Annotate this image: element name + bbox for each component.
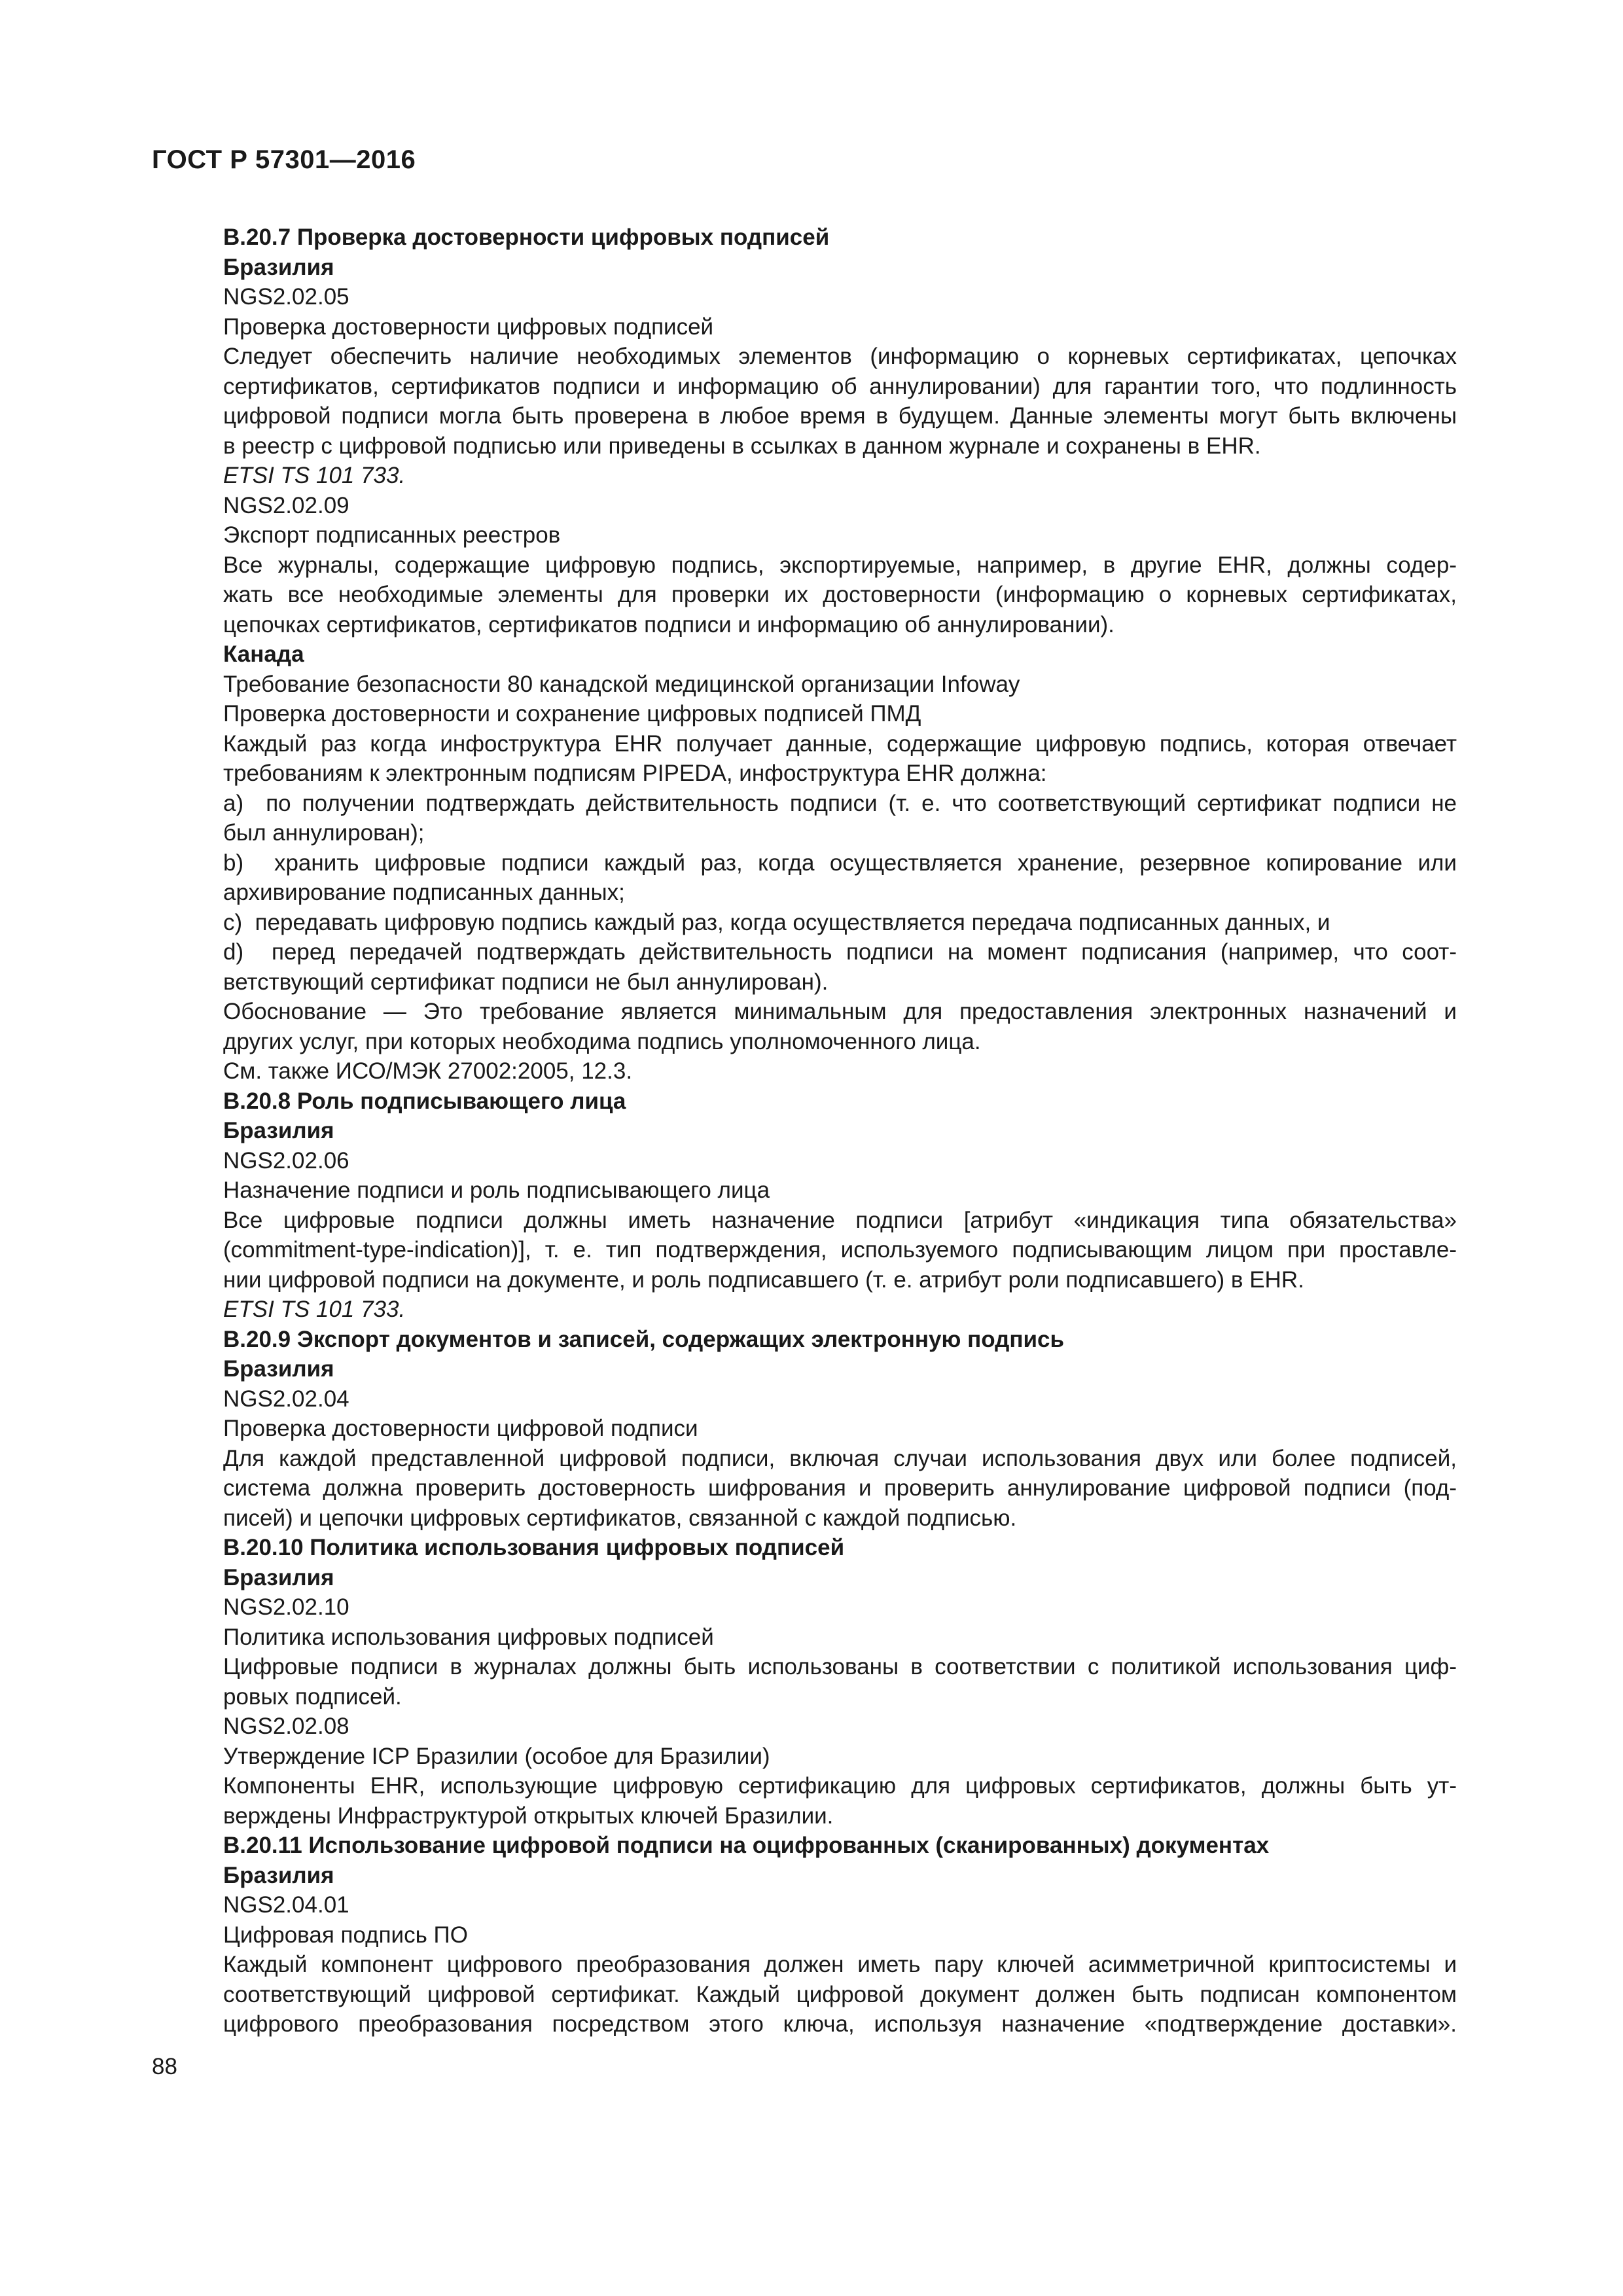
text-line: Каждый компонент цифрового преобразования должен иметь пару ключей асимметричной криптосистемы и [223, 1952, 1457, 1977]
text-line: архивирование подписанных данных; [223, 880, 625, 905]
heading-line: B.20.9 Экспорт документов и записей, содержащих электронную подпись [223, 1326, 1064, 1352]
heading-line: B.20.8 Роль подписывающего лица [223, 1088, 626, 1114]
text-line: NGS2.02.08 [223, 1713, 349, 1739]
heading-line: Бразилия [223, 1356, 334, 1382]
text-line: ветствующий сертификат подписи не был аннулирован). [223, 969, 829, 995]
page-number: 88 [152, 2054, 177, 2079]
text-line: цифрового преобразования посредством этого ключа, используя назначение «подтверждение доставки». [223, 2011, 1457, 2037]
text-line: Каждый раз когда инфоструктура EHR получает данные, содержащие цифровую подпись, которая отвечает [223, 730, 1457, 757]
reference-line: ETSI TS 101 733. [223, 1297, 406, 1322]
text-line: NGS2.02.10 [223, 1594, 349, 1620]
text-line: был аннулирован); [223, 820, 425, 846]
text-line: a) по получении подтверждать действительность подписи (т. е. что соответствующий сертификат подписи не [223, 790, 1457, 816]
text-line: требованиям к электронным подписям PIPEDA, инфоструктура EHR должна: [223, 761, 1047, 786]
reference-line: ETSI TS 101 733. [223, 463, 406, 488]
text-line: верждены Инфраструктурой открытых ключей Бразилии. [223, 1803, 834, 1829]
text-line: Проверка достоверности и сохранение цифровых подписей ПМД [223, 701, 921, 726]
text-line: нии цифровой подписи на документе, и роль подписавшего (т. е. атрибут роли подписавшего) в EHR. [223, 1266, 1304, 1293]
text-line: NGS2.02.09 [223, 492, 349, 518]
text-line: Все цифровые подписи должны иметь назначение подписи [атрибут «индикация типа обязательства» [223, 1207, 1457, 1233]
text-line: NGS2.04.01 [223, 1892, 349, 1918]
heading-line: Бразилия [223, 1118, 334, 1143]
text-line: Назначение подписи и роль подписывающего лица [223, 1177, 770, 1203]
heading-line: B.20.10 Политика использования цифровых подписей [223, 1535, 845, 1560]
text-line: сертификатов, сертификатов подписи и информацию об аннулировании) для гарантии того, что подлинность [223, 373, 1457, 399]
text-line: d) перед передачей подтверждать действительность подписи на момент подписания (например, что соот- [223, 939, 1457, 965]
text-line: Обоснование — Это требование является минимальным для предоставления электронных назначений и [223, 999, 1457, 1024]
document-header: ГОСТ Р 57301—2016 [152, 145, 416, 174]
text-line: Для каждой представленной цифровой подписи, включая случаи использования двух или более подписей, [223, 1445, 1457, 1471]
text-line: См. также ИСО/МЭК 27002:2005, 12.3. [223, 1058, 633, 1084]
text-line: Все журналы, содержащие цифровую подпись, экспортируемые, например, в другие EHR, должны содер- [223, 552, 1457, 578]
text-line: Экспорт подписанных реестров [223, 522, 561, 548]
text-line: (commitment-type-indication)], т. е. тип подтверждения, используемого подписывающим лицом при проставле- [223, 1237, 1457, 1263]
text-line: Политика использования цифровых подписей [223, 1624, 714, 1650]
text-line: Требование безопасности 80 канадской медицинской организации Infoway [223, 671, 1020, 697]
text-line: других услуг, при которых необходима подпись уполномоченного лица. [223, 1028, 981, 1054]
text-line: цифровой подписи могла быть проверена в любое время в будущем. Данные элементы могут быть включены [223, 403, 1457, 429]
heading-line: Бразилия [223, 1564, 334, 1590]
text-line: система должна проверить достоверность шифрования и проверить аннулирование цифровой подписи (под- [223, 1475, 1457, 1501]
text-line: Компоненты EHR, использующие цифровую сертификацию для цифровых сертификатов, должны быть ут- [223, 1773, 1457, 1799]
heading-line: Бразилия [223, 1862, 334, 1888]
text-line: цепочках сертификатов, сертификатов подписи и информацию об аннулировании). [223, 611, 1115, 637]
text-line: c) передавать цифровую подпись каждый раз, когда осуществляется передача подписанных данных, и [223, 909, 1330, 935]
text-line: ровых подписей. [223, 1683, 402, 1710]
text-line: NGS2.02.04 [223, 1386, 349, 1412]
text-line: Проверка достоверности цифровой подписи [223, 1416, 698, 1441]
text-line: жать все необходимые элементы для проверки их достоверности (информацию о корневых сертификатах, [223, 582, 1457, 607]
text-line: в реестр с цифровой подписью или приведены в ссылках в данном журнале и сохранены в EHR. [223, 433, 1261, 459]
document-body [223, 223, 1457, 2039]
text-line: b) хранить цифровые подписи каждый раз, когда осуществляется хранение, резервное копирование или [223, 850, 1457, 876]
text-line: Проверка достоверности цифровых подписей [223, 314, 714, 340]
text-line: Утверждение ICP Бразилии (особое для Бразилии) [223, 1743, 770, 1769]
text-line: соответствующий цифровой сертификат. Каждый цифровой документ должен быть подписан компонентом [223, 1981, 1457, 2007]
heading-line: B.20.11 Использование цифровой подписи на оцифрованных (сканированных) документах [223, 1833, 1270, 1858]
heading-line: Бразилия [223, 254, 334, 280]
heading-line: B.20.7 Проверка достоверности цифровых подписей [223, 224, 830, 250]
text-line: NGS2.02.06 [223, 1147, 349, 1174]
text-line: Цифровая подпись ПО [223, 1922, 468, 1948]
text-line: NGS2.02.05 [223, 284, 349, 310]
text-line: писей) и цепочки цифровых сертификатов, связанной с каждой подписью. [223, 1505, 1017, 1531]
text-line: Цифровые подписи в журналах должны быть использованы в соответствии с политикой использования циф- [223, 1654, 1457, 1679]
heading-line: Канада [223, 641, 304, 667]
text-line: Следует обеспечить наличие необходимых элементов (информацию о корневых сертификатах, цепочках [223, 344, 1457, 369]
